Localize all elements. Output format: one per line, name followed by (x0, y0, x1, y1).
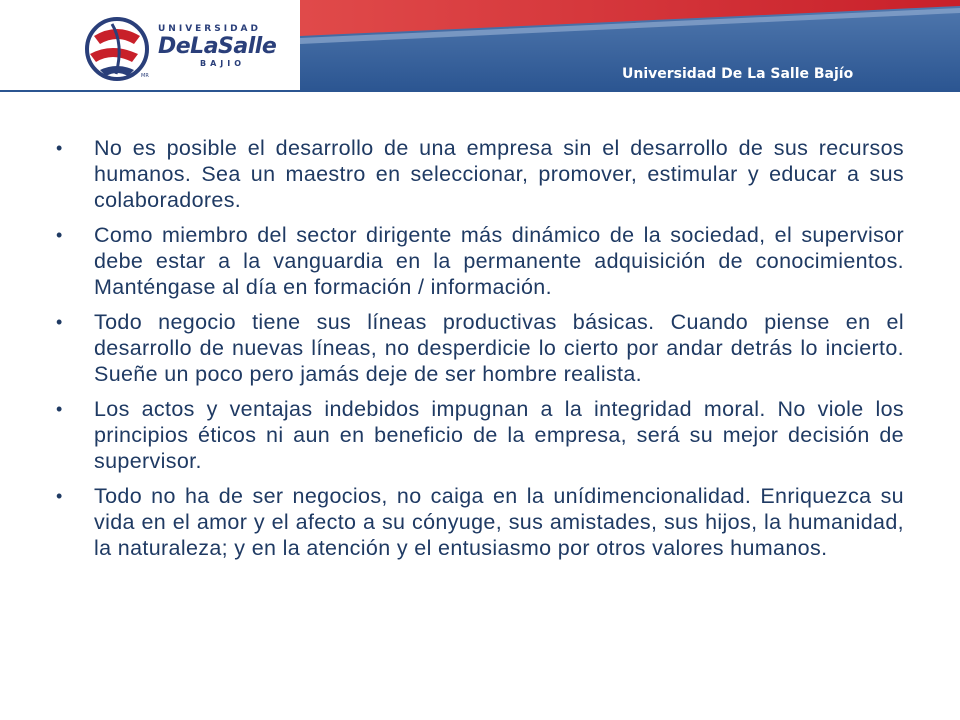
list-item (56, 309, 904, 387)
logo-line-delasalle: DeLaSalle (158, 34, 277, 59)
bullet-text: Todo no ha de ser negocios, no caiga en la unídimencionalidad. Enriquezca su vida en el amor y el afecto a su cónyuge, sus amistades, sus hijos, la humanidad, la naturaleza; y en la atención y el entusiasmo por otros valores humanos. (94, 484, 904, 560)
registered-mark: MR (141, 73, 149, 79)
list-item (56, 135, 904, 213)
list-item (56, 483, 904, 561)
logo-line-universidad: UNIVERSIDAD (158, 24, 261, 34)
list-item (56, 222, 904, 300)
bullet-text: Los actos y ventajas indebidos impugnan a la integridad moral. No viole los principios éticos ni aun en beneficio de la empresa, será su mejor decisión de supervisor. (94, 397, 904, 473)
list-item (56, 396, 904, 474)
bullet-marker: • (56, 225, 63, 245)
bullet-text: Como miembro del sector dirigente más dinámico de la sociedad, el supervisor debe estar a la vanguardia en la permanente adquisición de conocimientos. Manténgase al día en formación / información. (94, 223, 904, 299)
bullet-marker: • (56, 486, 63, 506)
header-banner (0, 0, 960, 92)
header-title: Universidad De La Salle Bajío (622, 66, 854, 82)
university-logo-text (158, 24, 288, 69)
bullet-text: No es posible el desarrollo de una empresa sin el desarrollo de sus recursos humanos. Sea un maestro en seleccionar, promover, estimular y educar a sus colaboradores. (94, 136, 904, 212)
bullet-marker: • (56, 312, 63, 332)
bullet-list (56, 135, 904, 570)
logo-line-bajio: BAJIO (200, 59, 246, 68)
bullet-text: Todo negocio tiene sus líneas productivas básicas. Cuando piense en el desarrollo de nuevas líneas, no desperdicie lo cierto por andar detrás lo incierto. Sueñe un poco pero jamás deje de ser hombre realista. (94, 310, 904, 386)
bullet-marker: • (56, 399, 63, 419)
bullet-marker: • (56, 138, 63, 158)
